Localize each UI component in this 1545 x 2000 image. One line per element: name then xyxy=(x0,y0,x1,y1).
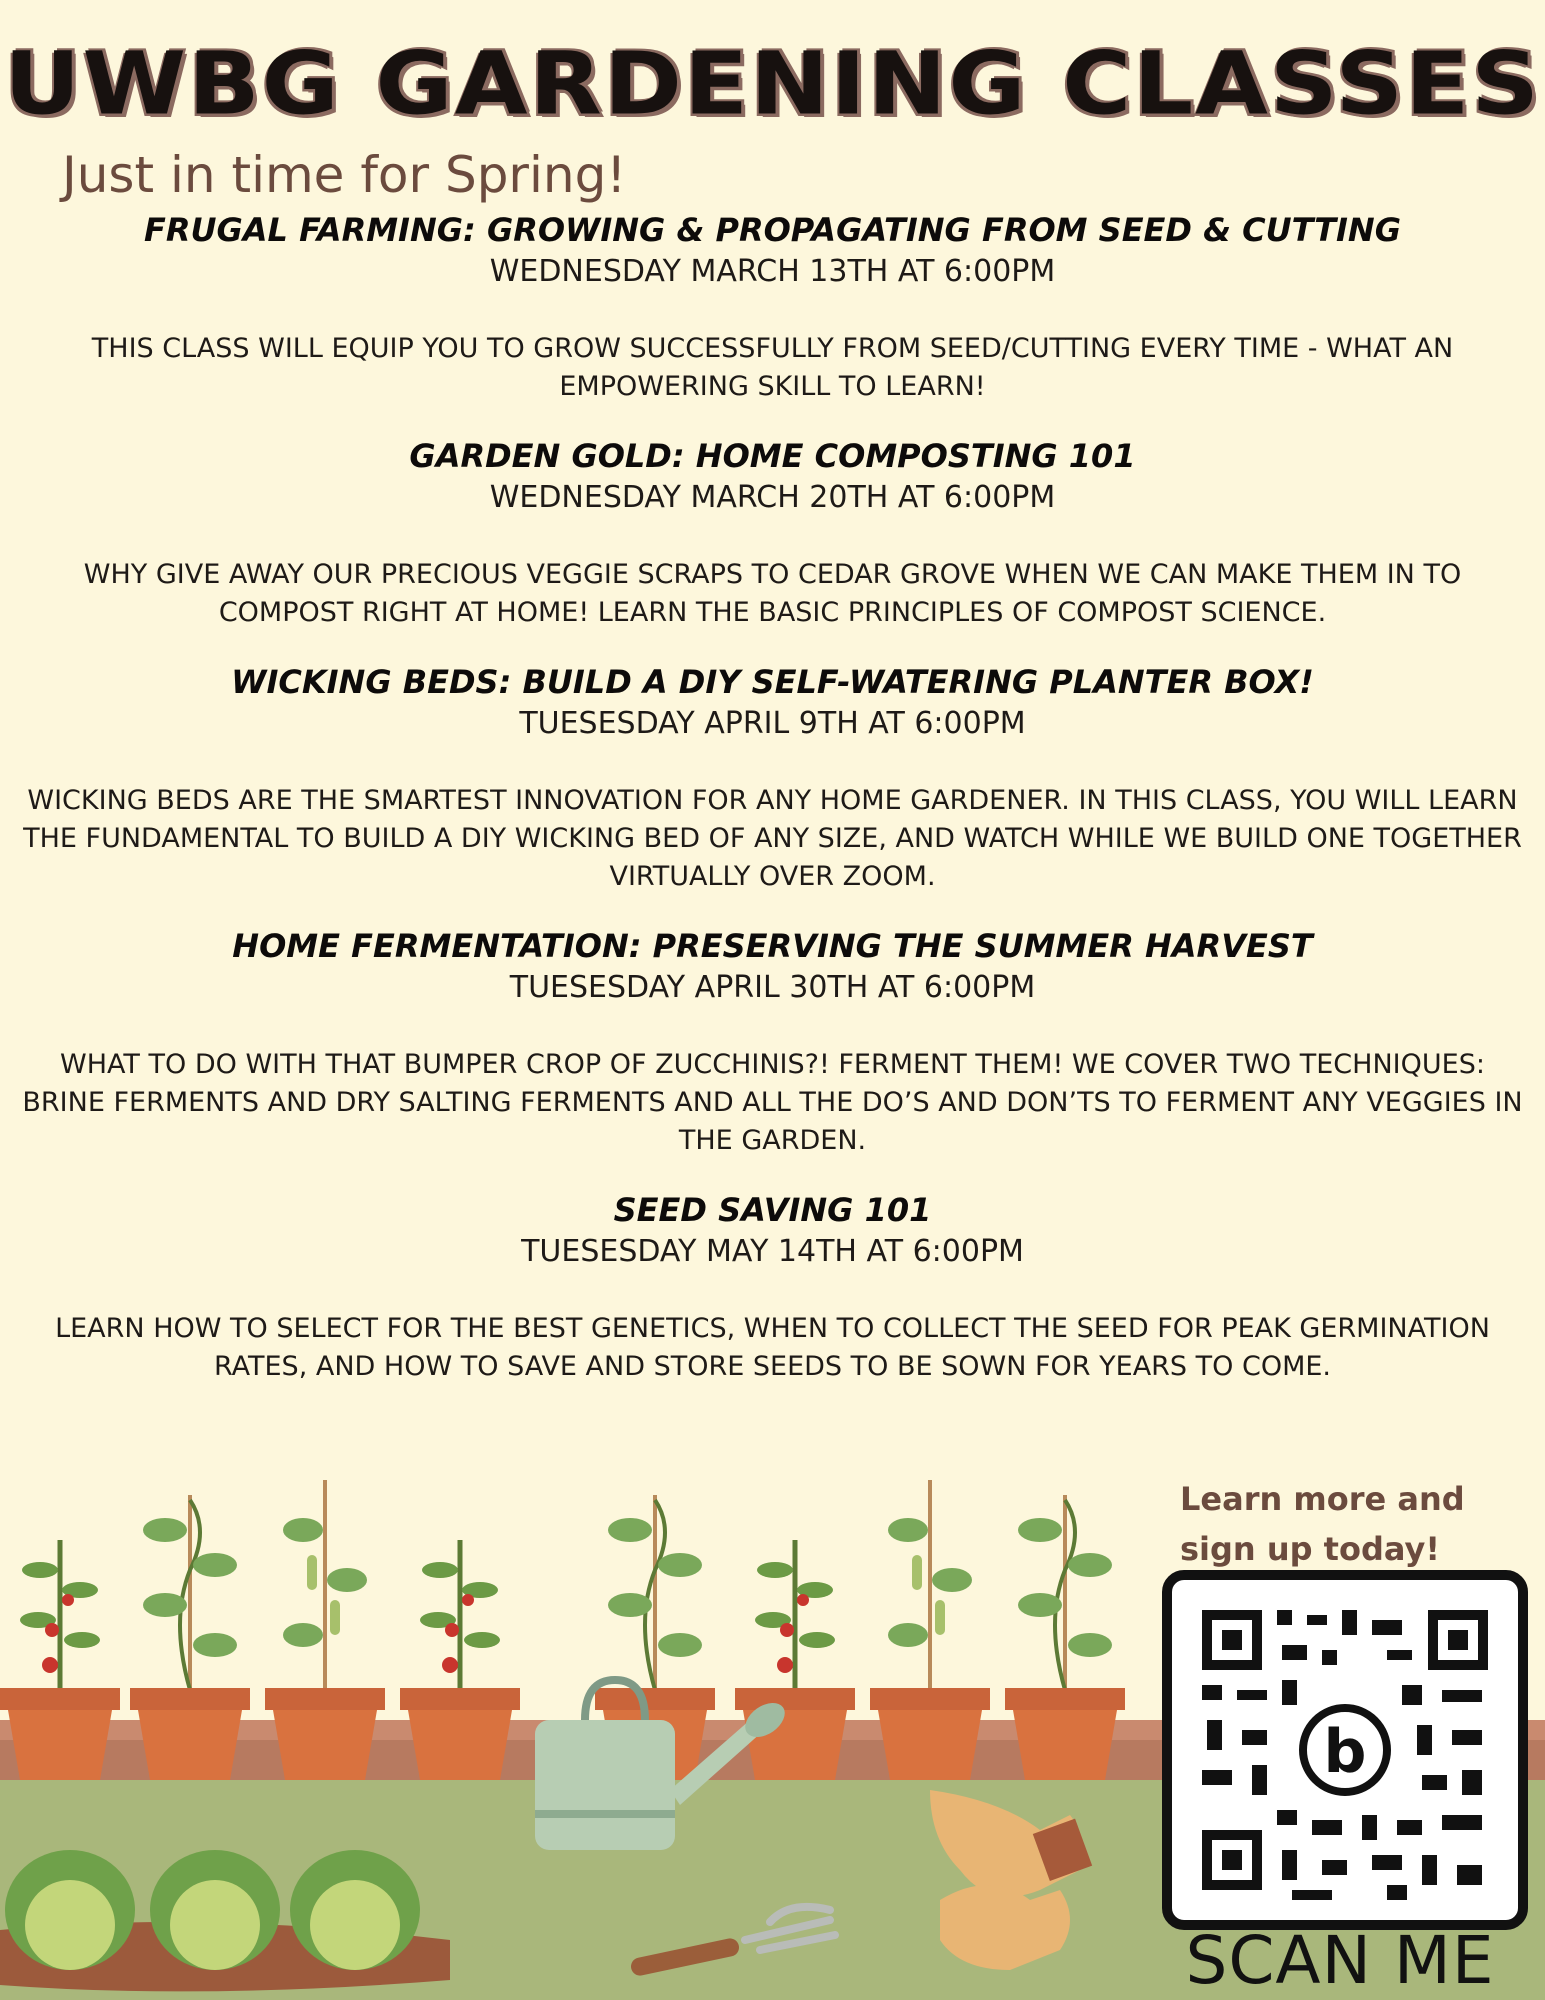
class-description: LEARN HOW TO SELECT FOR THE BEST GENETICS, WHEN TO COLLECT THE SEED FOR PEAK GERMINATION RATES, AND HOW TO SAVE AND STORE SEEDS TO BE SOWN FOR YEARS TO COME. xyxy=(55,1313,1490,1382)
class-description: WICKING BEDS ARE THE SMARTEST INNOVATION FOR ANY HOME GARDENER. IN THIS CLASS, YOU WILL LEARN THE FUNDAMENTAL TO BUILD A DIY WICKING BED OF ANY SIZE, AND WATCH WHILE WE BUILD ONE TOGETHER VIRTUALLY OVER ZOOM. xyxy=(23,785,1522,892)
bean-vine-icon xyxy=(143,1495,237,1690)
signup-line-1: Learn more and xyxy=(1180,1480,1465,1518)
bean-vine-icon xyxy=(1018,1495,1112,1690)
poster-subtitle: Just in time for Spring! xyxy=(62,146,627,204)
signup-prompt xyxy=(1180,1474,1520,1574)
poster-title: UWBG GARDENING CLASSES xyxy=(4,34,1541,135)
class-date: WEDNESDAY MARCH 20TH AT 6:00PM xyxy=(489,480,1056,515)
qr-code-icon xyxy=(1172,1580,1518,1920)
cucumber-vine-icon xyxy=(283,1480,367,1690)
class-description: THIS CLASS WILL EQUIP YOU TO GROW SUCCESSFULLY FROM SEED/CUTTING EVERY TIME - WHAT AN EMPOWERING SKILL TO LEARN! xyxy=(91,333,1454,402)
class-item xyxy=(20,1188,1525,1386)
bean-vine-icon xyxy=(608,1495,702,1690)
class-item xyxy=(20,924,1525,1160)
tomato-plant-icon xyxy=(20,1540,100,1690)
tomato-plant-icon xyxy=(755,1540,835,1690)
class-list xyxy=(20,208,1525,1414)
class-date: TUESESDAY APRIL 9TH AT 6:00PM xyxy=(519,706,1026,741)
class-description: WHY GIVE AWAY OUR PRECIOUS VEGGIE SCRAPS TO CEDAR GROVE WHEN WE CAN MAKE THEM IN TO COMPOST RIGHT AT HOME! LEARN THE BASIC PRINCIPLES OF COMPOST SCIENCE. xyxy=(83,559,1462,628)
tomato-plant-icon xyxy=(420,1540,500,1690)
cucumber-vine-icon xyxy=(888,1480,972,1690)
class-date: TUESESDAY APRIL 30TH AT 6:00PM xyxy=(509,970,1036,1005)
class-description: WHAT TO DO WITH THAT BUMPER CROP OF ZUCCHINIS?! FERMENT THEM! WE COVER TWO TECHNIQUES: BRINE FERMENTS AND DRY SALTING FERMENTS AND ALL THE DO’S AND DON’TS TO FERMENT ANY VEGGIES IN THE GARDEN. xyxy=(22,1049,1523,1156)
class-date: TUESESDAY MAY 14TH AT 6:00PM xyxy=(521,1234,1024,1269)
signup-line-2: sign up today! xyxy=(1180,1530,1440,1568)
class-title: GARDEN GOLD: HOME COMPOSTING 101 xyxy=(409,437,1136,475)
class-title: WICKING BEDS: BUILD A DIY SELF-WATERING PLANTER BOX! xyxy=(231,663,1314,701)
qr-code[interactable] xyxy=(1162,1570,1528,1930)
class-date: WEDNESDAY MARCH 13TH AT 6:00PM xyxy=(489,254,1056,289)
class-item xyxy=(20,660,1525,896)
class-title: HOME FERMENTATION: PRESERVING THE SUMMER HARVEST xyxy=(232,927,1313,965)
class-title: FRUGAL FARMING: GROWING & PROPAGATING FROM SEED & CUTTING xyxy=(144,211,1401,249)
lettuce-icons xyxy=(5,1850,420,1970)
class-item xyxy=(20,208,1525,406)
class-title: SEED SAVING 101 xyxy=(613,1191,932,1229)
scan-me-label: SCAN ME xyxy=(1185,1922,1495,1999)
class-item xyxy=(20,434,1525,632)
svg-text:b: b xyxy=(1323,1717,1367,1787)
